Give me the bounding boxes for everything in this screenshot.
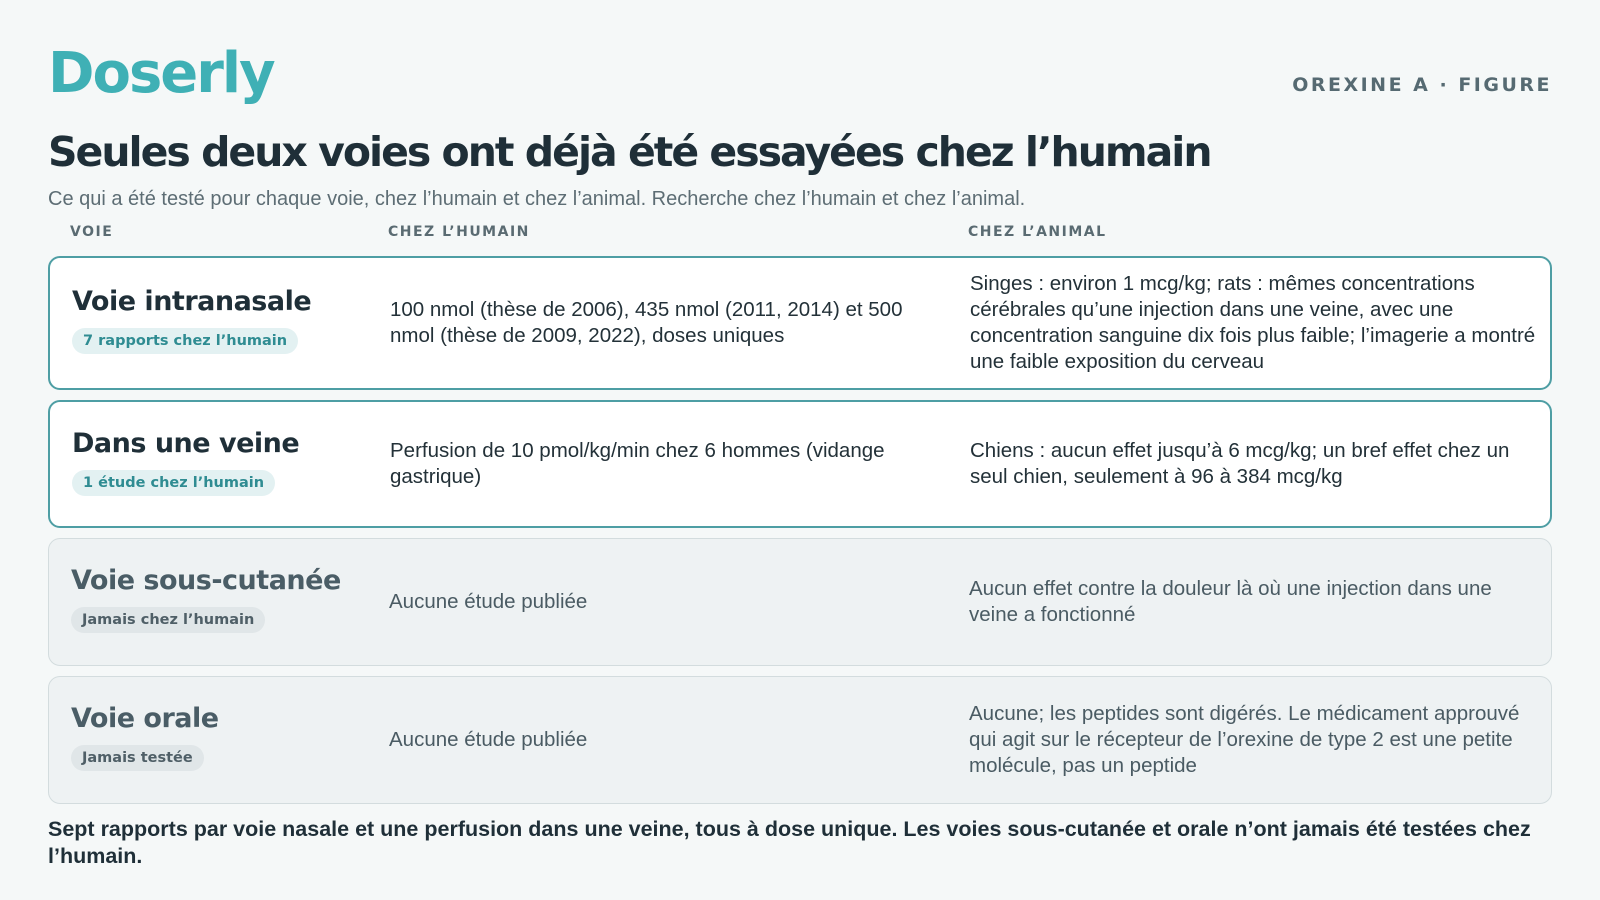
route-row-oral — [48, 676, 1552, 804]
animal-text: Aucun effet contre la douleur là où une injection dans une veine a fonctionné — [969, 576, 1492, 626]
human-text: 100 nmol (thèse de 2006), 435 nmol (2011, 2014) et 500 nmol (thèse de 2009, 2022), doses uniques — [390, 298, 903, 347]
status-badge: 7 rapports chez l’humain — [72, 328, 298, 354]
human-cell — [389, 539, 949, 664]
status-badge: Jamais chez l’humain — [71, 607, 265, 633]
column-header-route: VOIE — [70, 224, 114, 240]
page-title: Seules deux voies ont déjà été essayées chez l’humain — [48, 128, 1211, 176]
human-text: Aucune étude publiée — [389, 727, 588, 751]
human-text: Aucune étude publiée — [389, 589, 588, 613]
animal-cell — [969, 539, 1539, 664]
route-row-intravenous — [48, 400, 1552, 528]
page-subtitle: Ce qui a été testé pour chaque voie, chez l’humain et chez l’animal. Recherche chez l’humain et chez l’animal. — [48, 188, 1026, 210]
animal-cell — [970, 258, 1540, 388]
status-badge: Jamais testée — [71, 745, 204, 771]
route-name: Dans une veine — [72, 428, 300, 459]
animal-cell — [970, 402, 1540, 526]
status-badge: 1 étude chez l’humain — [72, 470, 275, 496]
human-cell — [389, 677, 949, 802]
animal-text: Chiens : aucun effet jusqu’à 6 mcg/kg; un bref effet chez un seul chien, seulement à 96 à 384 mcg/kg — [970, 439, 1510, 488]
route-name: Voie orale — [71, 703, 219, 734]
column-header-human: CHEZ L’HUMAIN — [388, 224, 530, 240]
animal-cell — [969, 677, 1539, 802]
human-text: Perfusion de 10 pmol/kg/min chez 6 hommes (vidange gastrique) — [390, 439, 885, 488]
brand-logo: Doserly — [48, 41, 274, 106]
animal-text: Singes : environ 1 mcg/kg; rats : mêmes concentrations cérébrales qu’une injection dans une veine, avec une concentration sanguine dix fois plus faible; l’imagerie a montré une faible exposition du cerveau — [970, 272, 1536, 373]
figure-tagline: OREXINE A · FIGURE — [1292, 74, 1552, 96]
route-row-intranasal — [48, 256, 1552, 390]
column-header-animal: CHEZ L’ANIMAL — [968, 224, 1107, 240]
route-row-subcutaneous — [48, 538, 1552, 666]
human-cell — [390, 258, 950, 388]
route-name: Voie intranasale — [72, 286, 312, 317]
summary-footer: Sept rapports par voie nasale et une perfusion dans une veine, tous à dose unique. Les voies sous-cutanée et orale n’ont jamais été testées chez l’humain. — [48, 817, 1531, 868]
animal-text: Aucune; les peptides sont digérés. Le médicament approuvé qui agit sur le récepteur de l’orexine de type 2 est une petite molécule, pas un peptide — [969, 701, 1520, 777]
route-name: Voie sous-cutanée — [71, 565, 341, 596]
human-cell — [390, 402, 950, 526]
